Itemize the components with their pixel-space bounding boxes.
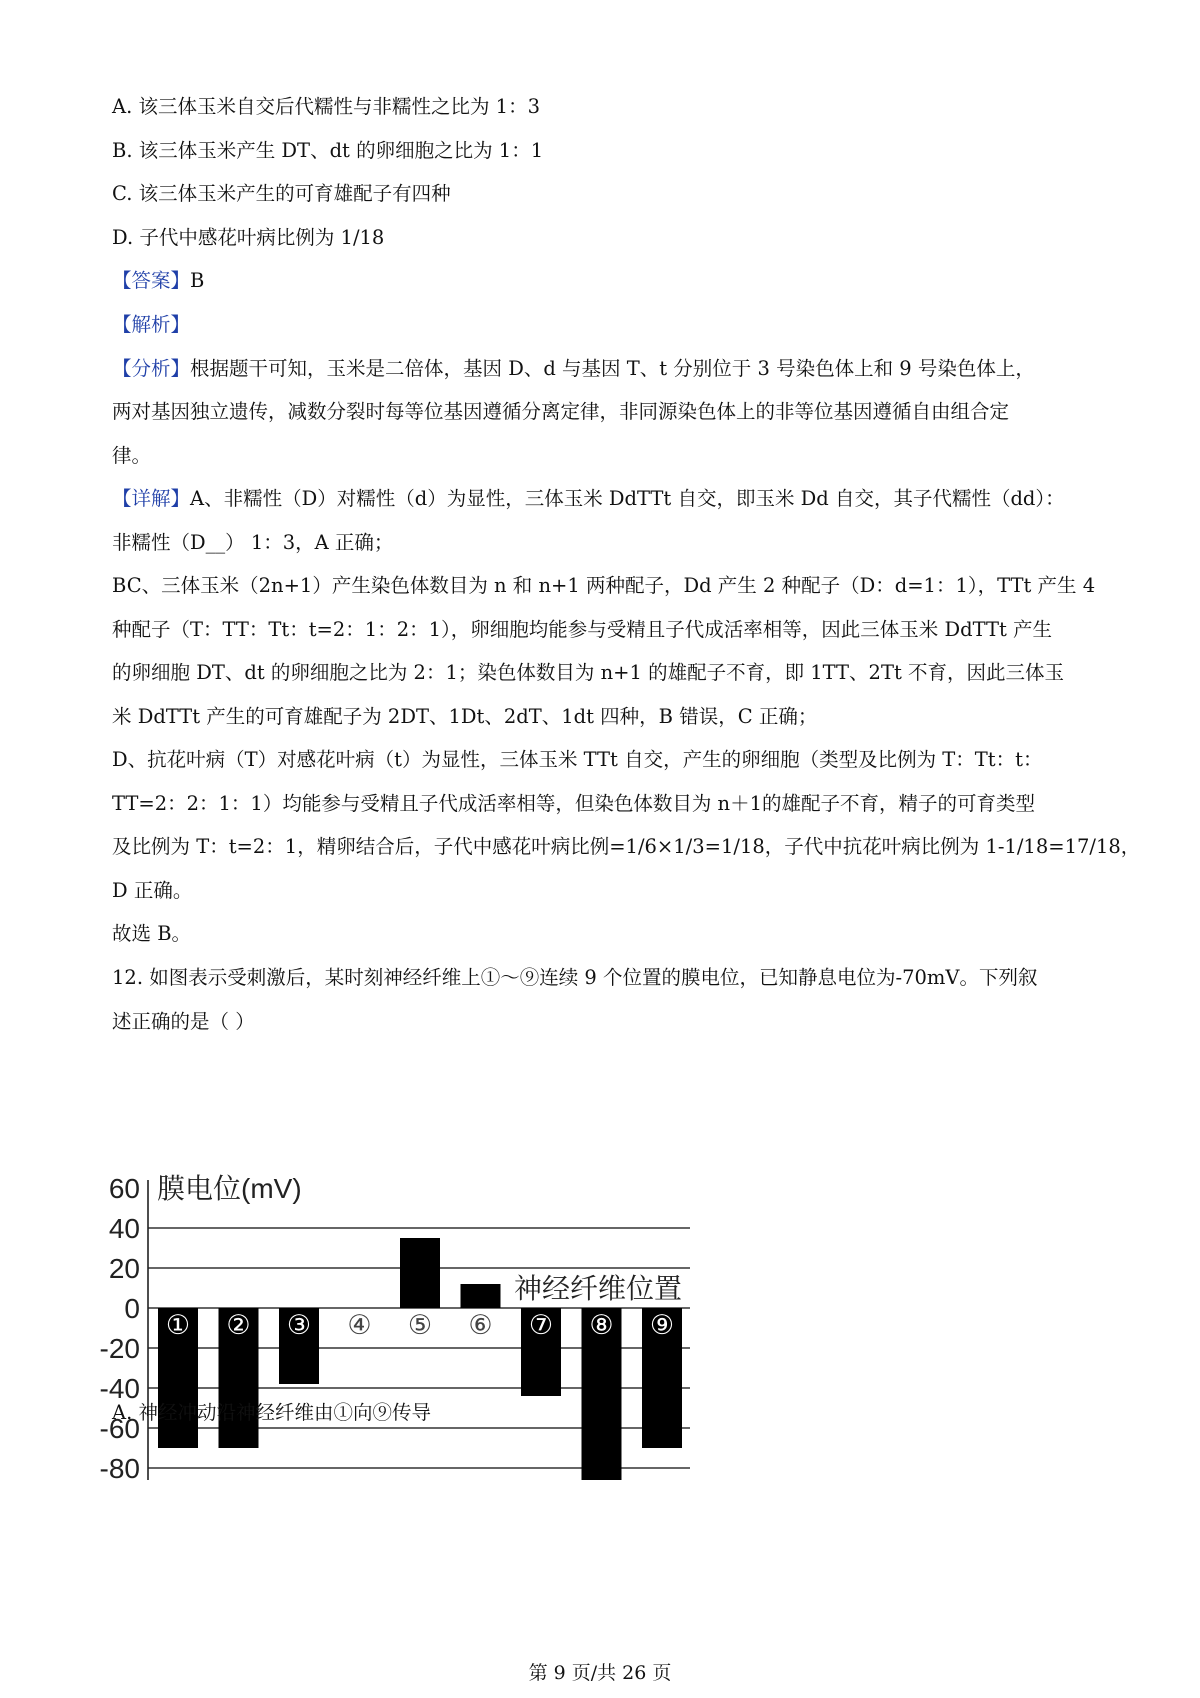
category-label: ④ [347, 1310, 372, 1341]
answer-value: B [190, 269, 205, 292]
analysis-line-2: 两对基因独立遗传，减数分裂时每等位基因遵循分离定律，非同源染色体上的非等位基因遵循自由组合定 [112, 400, 1010, 423]
option-d-prev: D. 子代中感花叶病比例为 1/18 [112, 226, 385, 249]
y-tick-label: -60 [100, 1413, 140, 1444]
y-tick-label: 20 [108, 1253, 140, 1284]
analysis-text: 根据题干可知，玉米是二倍体，基因 D、d 与基因 T、t 分别位于 3 号染色体上和 9 号染色体上， [190, 357, 1035, 380]
bar [461, 1284, 501, 1308]
y-tick-label: -40 [100, 1373, 140, 1404]
detail-line-9: 及比例为 T：t=2：1，精卵结合后，子代中感花叶病比例=1/6×1/3=1/18，子代中抗花叶病比例为 1-1/18=17/18， [112, 835, 1141, 858]
y-tick-label: 60 [108, 1173, 140, 1204]
y-tick-label: -20 [100, 1333, 140, 1364]
category-label: ⑥ [468, 1310, 493, 1341]
bar [400, 1238, 440, 1308]
detail-line-6: 米 DdTTt 产生的可育雄配子为 2DT、1Dt、2dT、1dt 四种，B 错误，C 正确； [112, 705, 818, 728]
y-axis-label: 膜电位(mV) [157, 1173, 302, 1204]
detail-tag: 【详解】 [112, 487, 191, 510]
analysis-tag: 【解析】 [112, 313, 191, 336]
question-line-2: 述正确的是（ ） [112, 1010, 255, 1033]
category-label: ⑤ [407, 1310, 433, 1341]
y-tick-label: 0 [124, 1293, 140, 1324]
y-tick-label: -80 [100, 1453, 140, 1480]
category-label: ⑨ [649, 1310, 675, 1341]
option-c-prev: C. 该三体玉米产生的可育雄配子有四种 [112, 182, 451, 205]
category-label: ② [226, 1310, 251, 1341]
detail-line-7: D、抗花叶病（T）对感花叶病（t）为显性，三体玉米 TTt 自交，产生的卵细胞（类型及比例为 T：Tt：t： [112, 748, 1043, 771]
y-tick-label: 40 [108, 1213, 140, 1244]
detail-line-8: TT=2：2：1：1）均能参与受精且子代成活率相等，但染色体数目为 n＋1的雄配子不育，精子的可育类型 [112, 792, 1036, 815]
category-label: ③ [286, 1310, 312, 1341]
page-footer: 第 9 页/共 26 页 [528, 1662, 672, 1684]
fenxi-tag: 【分析】 [112, 357, 191, 380]
answer-line [112, 268, 1102, 294]
detail-text: A、非糯性（D）对糯性（d）为显性，三体玉米 DdTTt 自交，即玉米 Dd 自交，其子代糯性（dd）： [190, 487, 1065, 510]
detail-line-2: 非糯性（D__） 1：3，A 正确； [112, 531, 394, 554]
analysis-line-1 [112, 356, 1102, 382]
detail-line-3: BC、三体玉米（2n+1）产生染色体数目为 n 和 n+1 两种配子，Dd 产生 2 种配子（D：d=1：1），TTt 产生 4 [112, 574, 1096, 597]
option-b-prev: B. 该三体玉米产生 DT、dt 的卵细胞之比为 1：1 [112, 139, 544, 162]
category-label: ⑧ [589, 1310, 614, 1341]
question-line-1: 12. 如图表示受刺激后，某时刻神经纤维上①～⑨连续 9 个位置的膜电位，已知静息电位为-70mV。下列叙 [112, 966, 1038, 989]
detail-line-1 [112, 486, 1102, 512]
option-a: A. 神经冲动沿神经纤维由①向⑨传导 [112, 1401, 431, 1424]
category-label: ⑦ [528, 1310, 554, 1341]
analysis-line-3: 律。 [112, 444, 152, 467]
detail-line-4: 种配子（T：TT：Tt：t=2：1：2：1），卵细胞均能参与受精且子代成活率相等，因此三体玉米 DdTTt 产生 [112, 618, 1052, 641]
detail-line-11: 故选 B。 [112, 922, 192, 945]
answer-tag: 【答案】 [112, 269, 191, 292]
detail-line-10: D 正确。 [112, 879, 193, 902]
detail-line-5: 的卵细胞 DT、dt 的卵细胞之比为 2：1；染色体数目为 n+1 的雄配子不育，即 1TT、2Tt 不育，因此三体玉 [112, 661, 1064, 684]
category-label: ① [165, 1310, 191, 1341]
analysis-heading [112, 312, 1102, 338]
option-a-prev: A. 该三体玉米自交后代糯性与非糯性之比为 1：3 [112, 95, 540, 118]
x-axis-label: 神经纤维位置 [513, 1273, 682, 1304]
membrane-potential-chart [100, 1150, 740, 1480]
